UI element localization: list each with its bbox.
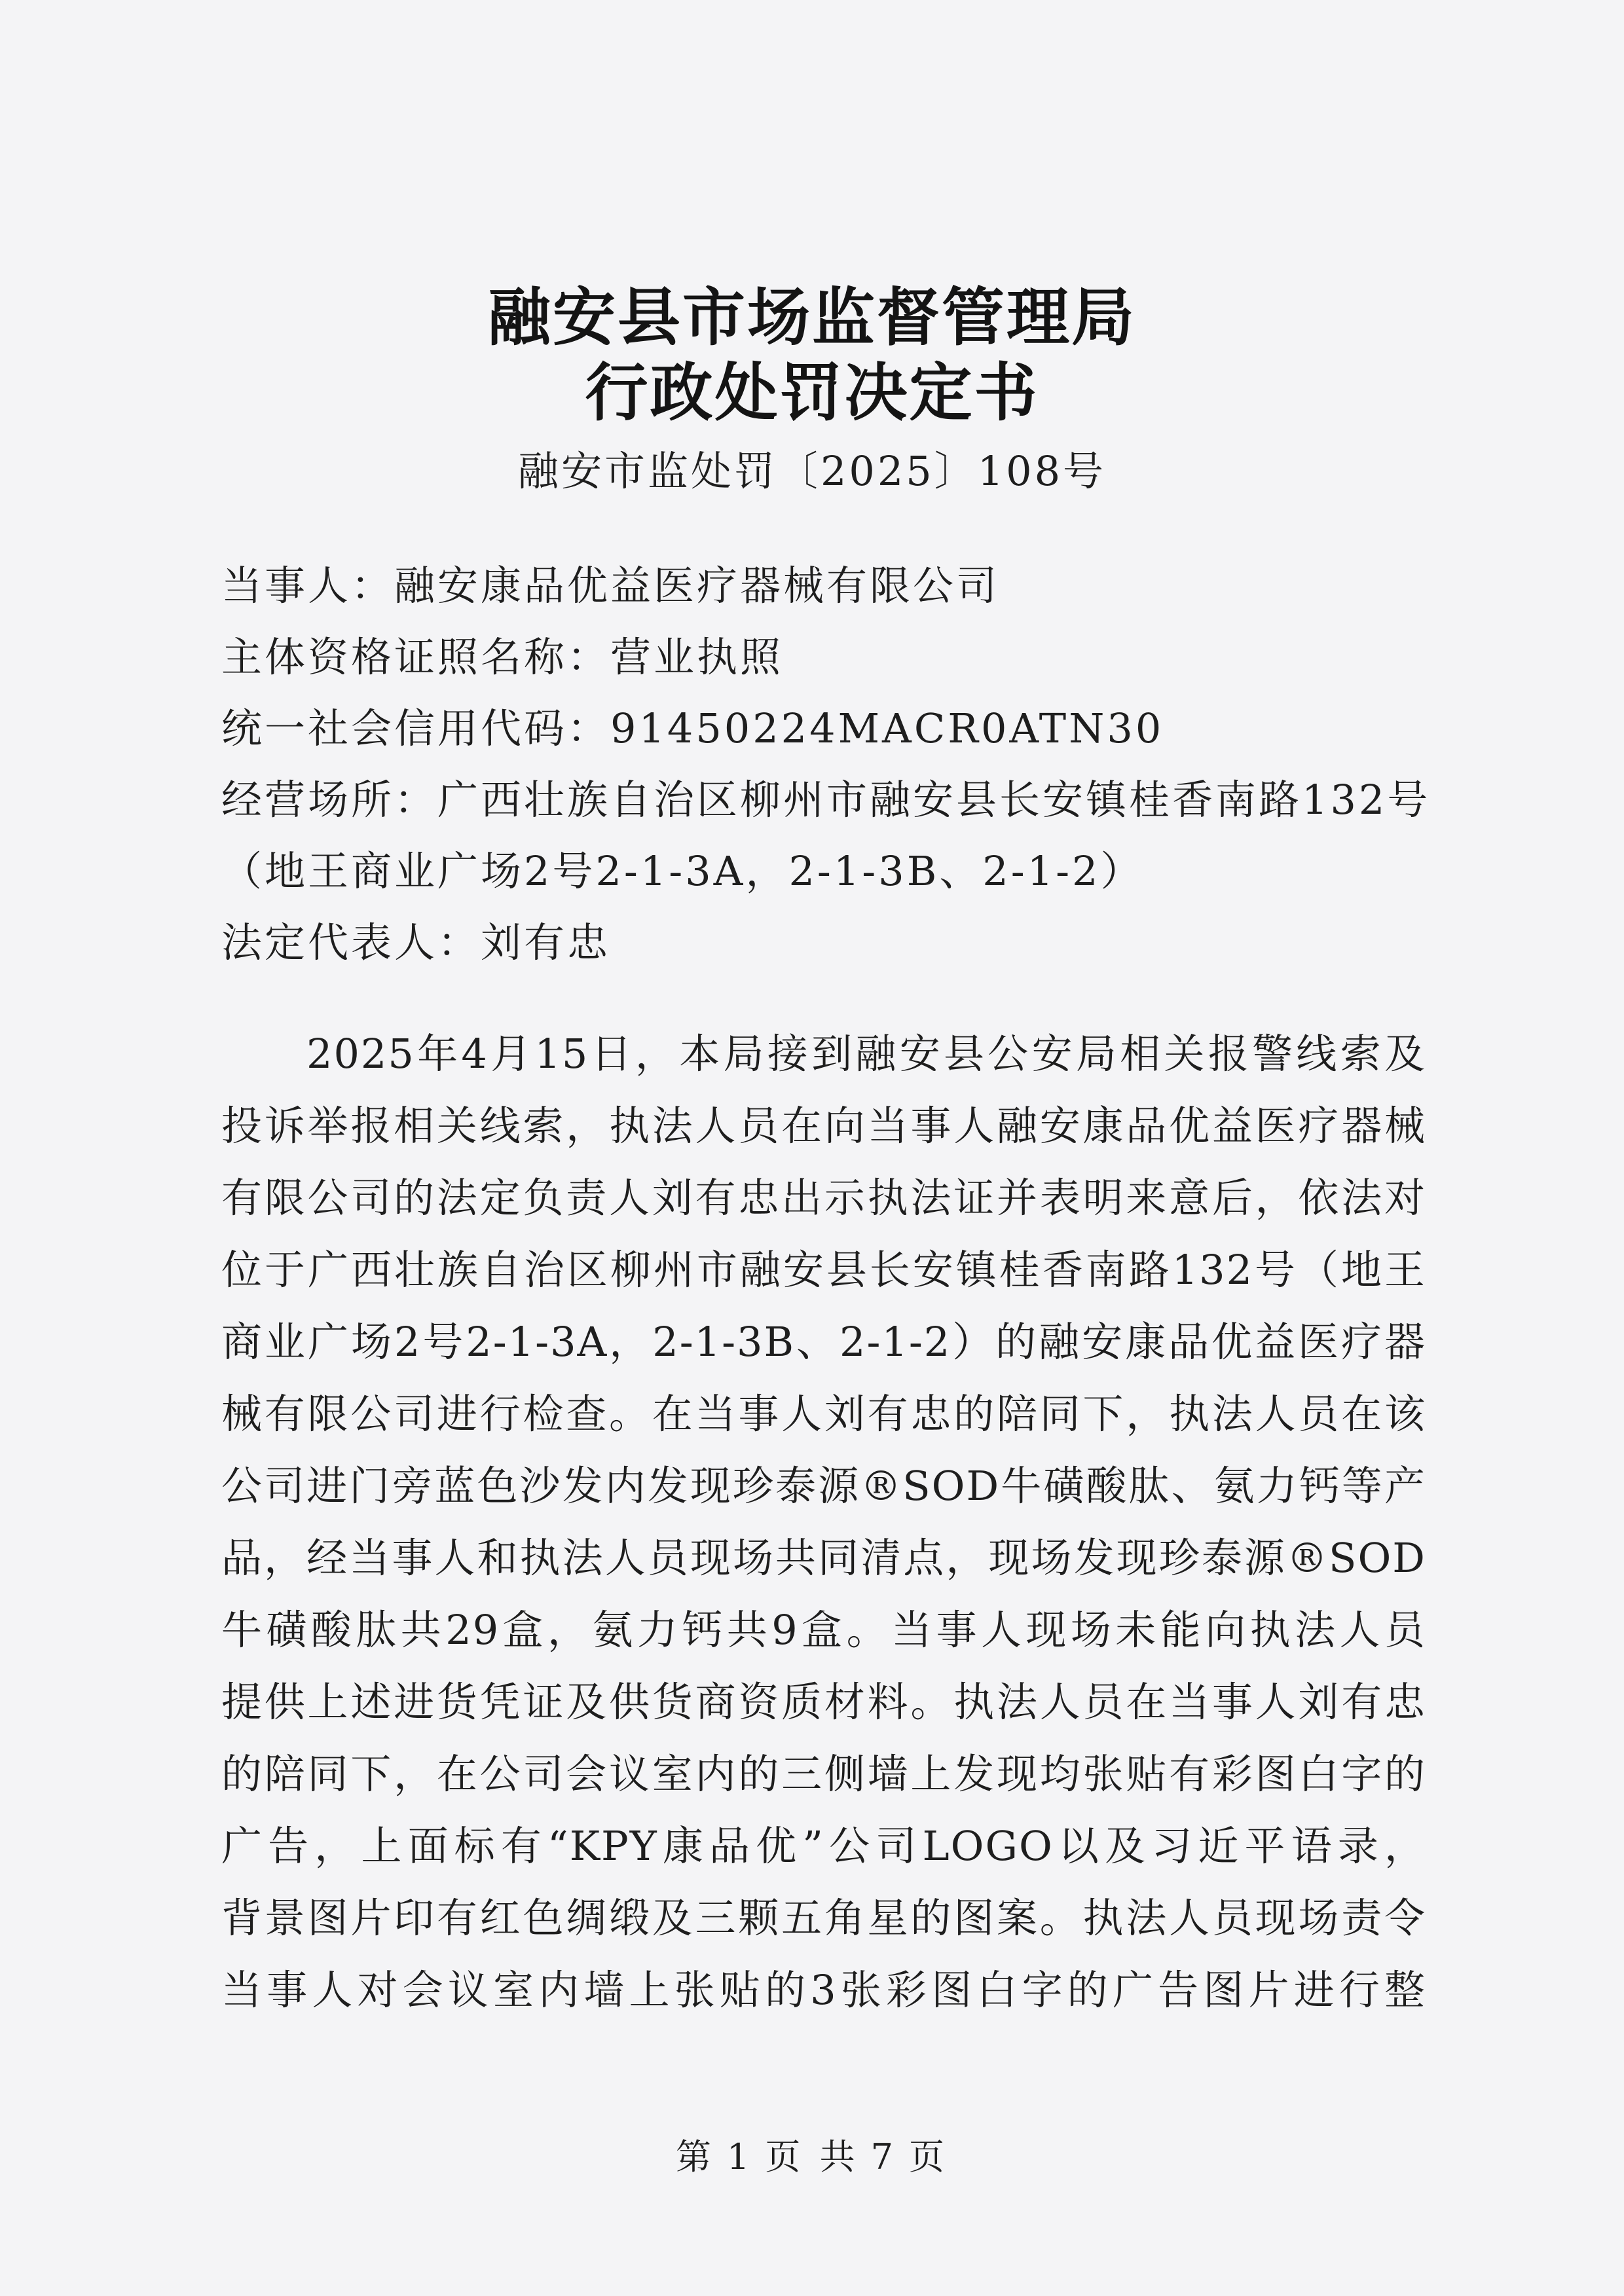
document-type-title: 行政处罚决定书: [585, 355, 1039, 429]
body-line: 公司进门旁蓝色沙发内发现珍泰源®SOD牛磺酸肽、氨力钙等产: [221, 1462, 1426, 1510]
body-line: 位于广西壮族自治区柳州市融安县长安镇桂香南路132号（地王: [221, 1246, 1426, 1294]
body-line: 有限公司的法定负责人刘有忠出示执法证并表明来意后，依法对: [221, 1174, 1426, 1222]
credit-code: 统一社会信用代码：91450224MACR0ATN30: [221, 704, 1164, 752]
body-line: 当事人对会议室内墙上张贴的3张彩图白字的广告图片进行整: [221, 1966, 1426, 2014]
body-line: 商业广场2号2-1-3A，2-1-3B、2-1-2）的融安康品优益医疗器: [221, 1318, 1426, 1366]
body-line: 的陪同下，在公司会议室内的三侧墙上发现均张贴有彩图白字的: [221, 1750, 1426, 1798]
page-footer: [0, 2134, 1624, 2180]
business-address: 经营场所：广西壮族自治区柳州市融安县长安镇桂香南路132号: [221, 776, 1431, 824]
body-line: 2025年4月15日，本局接到融安县公安局相关报警线索及: [306, 1030, 1426, 1078]
page-suffix: 页: [908, 2136, 948, 2178]
total-page-count: 7: [870, 2136, 897, 2178]
party-name: 当事人：融安康品优益医疗器械有限公司: [221, 562, 1000, 610]
body-line: 牛磺酸肽共29盒，氨力钙共9盒。当事人现场未能向执法人员: [221, 1606, 1426, 1654]
license-name: 主体资格证照名称：营业执照: [221, 633, 784, 681]
current-page-number: 1: [727, 2136, 754, 2178]
body-line: 广告，上面标有“KPY康品优”公司LOGO以及习近平语录，: [221, 1822, 1426, 1870]
issuing-authority-title: 融安县市场监督管理局: [488, 280, 1136, 354]
legal-representative: 法定代表人：刘有忠: [221, 919, 611, 966]
body-line: 背景图片印有红色绸缎及三颗五角星的图案。执法人员现场责令: [221, 1894, 1426, 1942]
body-line: 提供上述进货凭证及供货商资质材料。执法人员在当事人刘有忠: [221, 1678, 1426, 1726]
body-line: 械有限公司进行检查。在当事人刘有忠的陪同下，执法人员在该: [221, 1390, 1426, 1438]
page-prefix: 第: [676, 2136, 716, 2178]
document-number: 融安市监处罚〔2025〕108号: [517, 447, 1107, 495]
body-line: 品，经当事人和执法人员现场共同清点，现场发现珍泰源®SOD: [221, 1534, 1426, 1582]
body-line: 投诉举报相关线索，执法人员在向当事人融安康品优益医疗器械: [221, 1102, 1426, 1150]
page-middle: 页 共: [765, 2136, 859, 2178]
business-address-continued: （地王商业广场2号2-1-3A，2-1-3B、2-1-2）: [221, 847, 1144, 895]
